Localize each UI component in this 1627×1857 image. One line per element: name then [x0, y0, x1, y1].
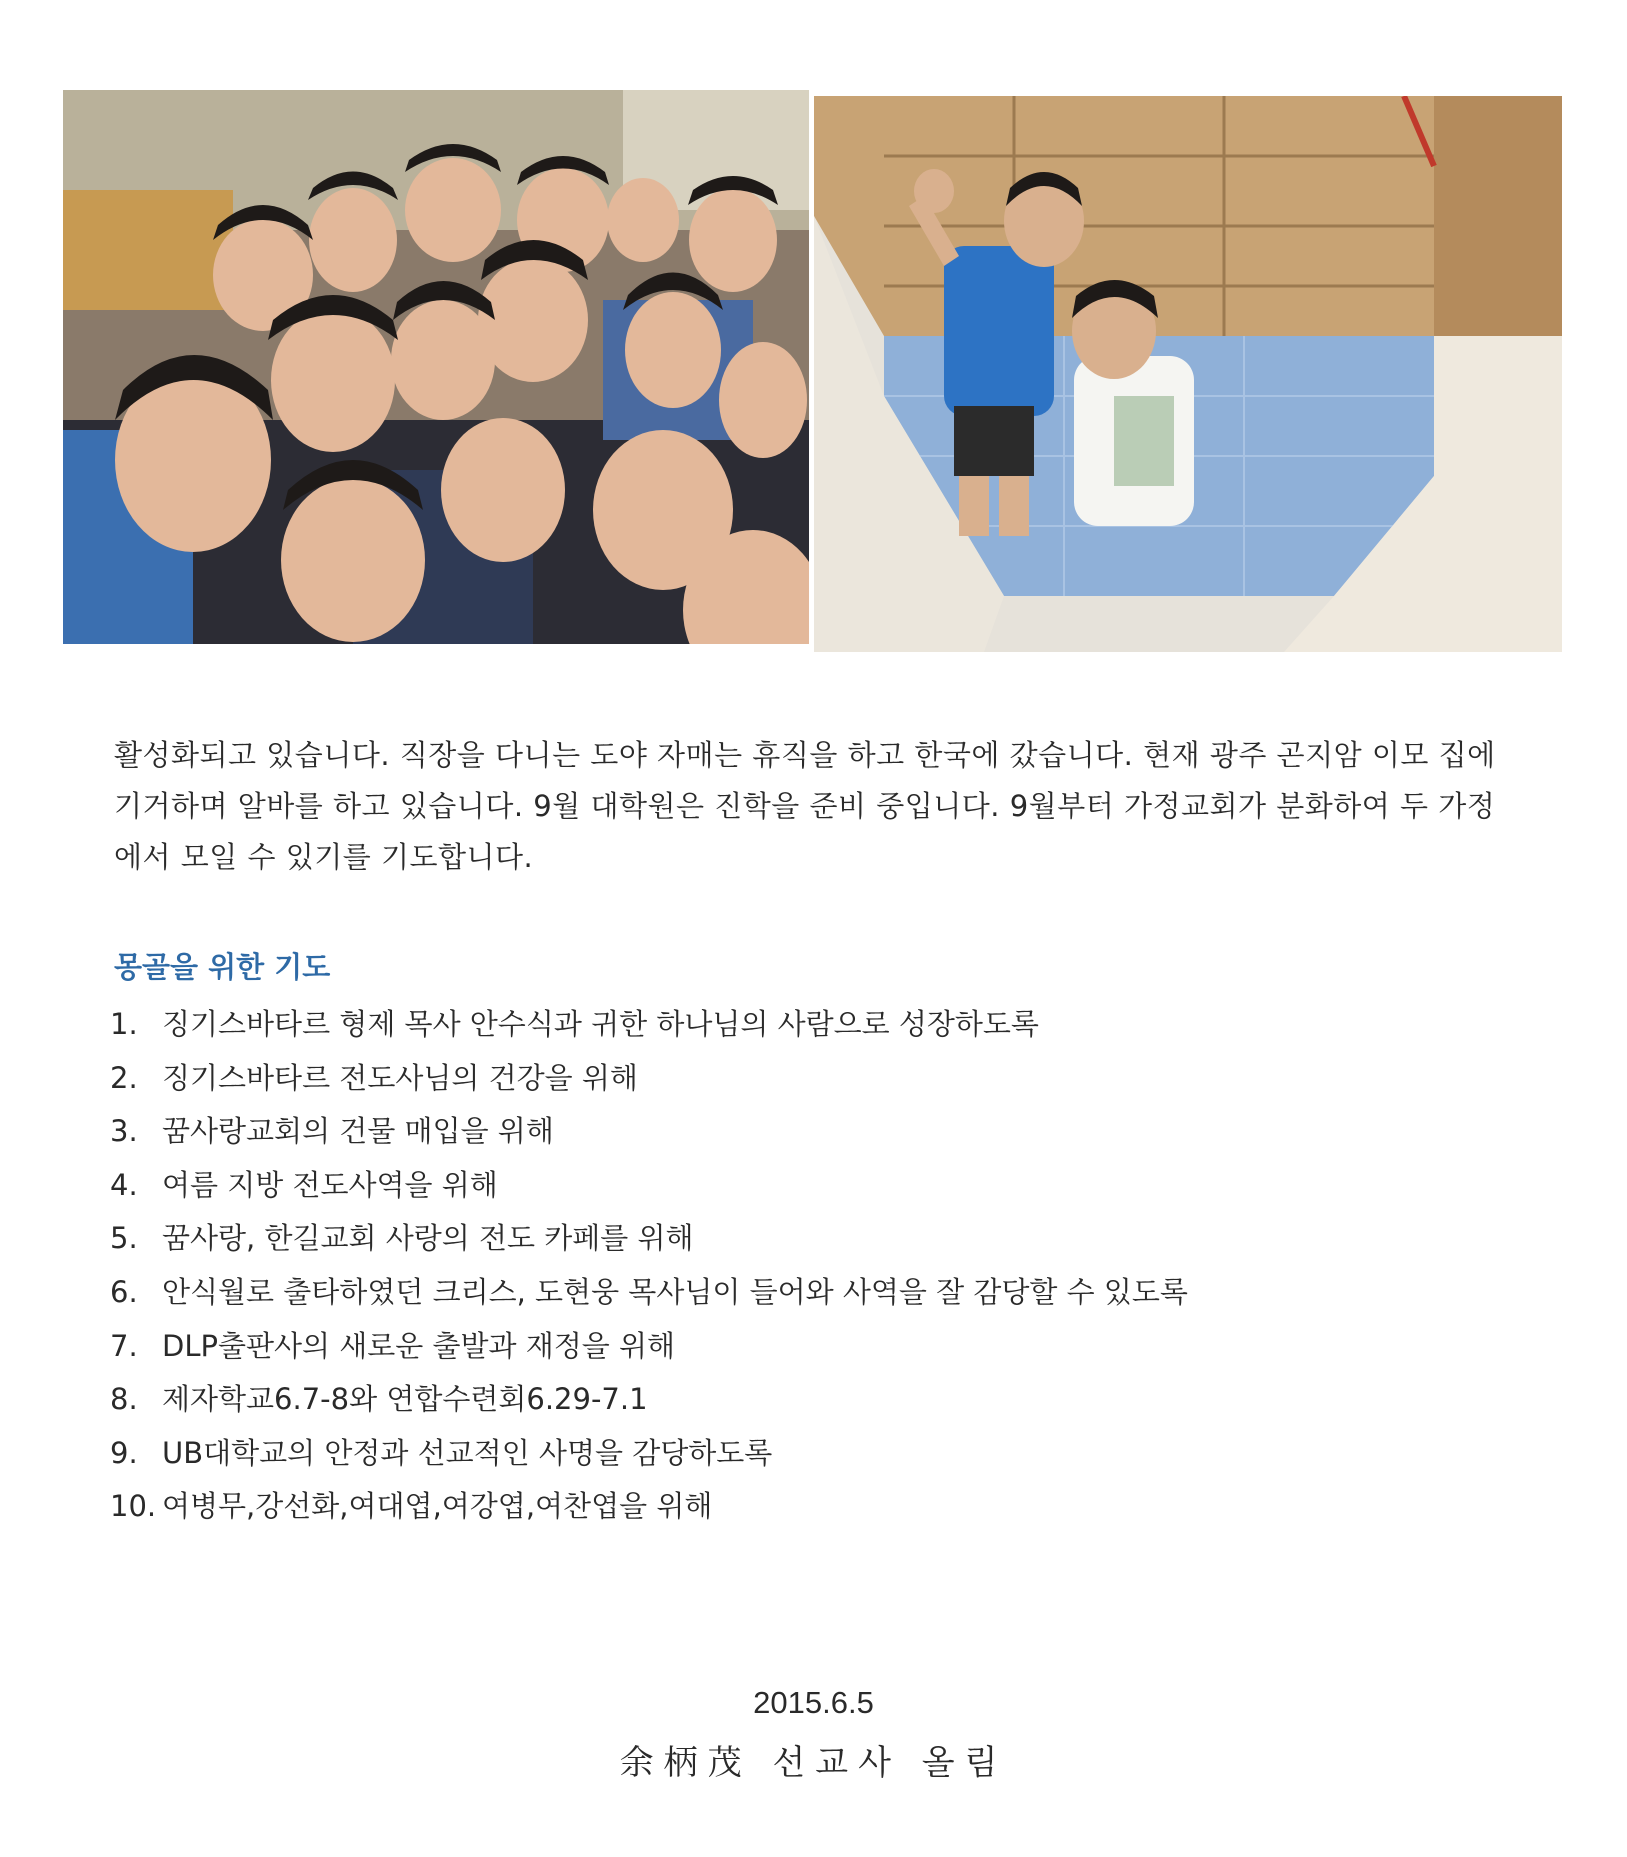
prayer-list	[110, 998, 1188, 1534]
prayer-item	[110, 1373, 1188, 1427]
prayer-item	[110, 1159, 1188, 1213]
prayer-item-text: 여름 지방 전도사역을 위해	[162, 1167, 498, 1202]
prayer-item	[110, 1320, 1188, 1374]
prayer-item	[110, 998, 1188, 1052]
prayer-item-text: 여병무,강선화,여대엽,여강엽,여찬엽을 위해	[162, 1489, 713, 1524]
prayer-item-text: 꿈사랑, 한길교회 사랑의 전도 카페를 위해	[162, 1221, 694, 1256]
prayer-item-text: 제자학교6.7-8와 연합수련회6.29-7.1	[162, 1382, 648, 1417]
prayer-item	[110, 1052, 1188, 1106]
prayer-item-number: 10.	[110, 1489, 157, 1524]
prayer-item-number: 4.	[110, 1167, 138, 1202]
prayer-item-number: 8.	[110, 1382, 138, 1417]
prayer-item	[110, 1105, 1188, 1159]
prayer-item-number: 1.	[110, 1007, 138, 1041]
prayer-item	[110, 1427, 1188, 1481]
prayer-item-number: 9.	[110, 1435, 138, 1470]
prayer-item-number: 7.	[110, 1328, 138, 1363]
prayer-section-title: 몽골을 위한 기도	[114, 950, 331, 984]
letter-signature: 余柄茂 선교사 올림	[619, 1743, 1008, 1783]
prayer-item-text: UB대학교의 안정과 선교적인 사명을 감당하도록	[162, 1435, 773, 1470]
prayer-item-text: 징기스바타르 형제 목사 안수식과 귀한 하나님의 사람으로 성장하도록	[162, 1007, 1039, 1041]
letter-date: 2015.6.5	[753, 1685, 874, 1720]
prayer-item-text: DLP출판사의 새로운 출발과 재정을 위해	[162, 1328, 676, 1363]
prayer-item-number: 6.	[110, 1274, 138, 1309]
prayer-item-text: 꿈사랑교회의 건물 매입을 위해	[162, 1114, 554, 1149]
prayer-item-text: 징기스바타르 전도사님의 건강을 위해	[162, 1060, 638, 1095]
prayer-item	[110, 1266, 1188, 1320]
group-selfie-photo	[63, 90, 809, 644]
prayer-item-number: 3.	[110, 1114, 138, 1149]
baptism-pool-photo	[814, 96, 1562, 652]
prayer-item	[110, 1212, 1188, 1266]
body-paragraph: 활성화되고 있습니다. 직장을 다니는 도야 자매는 휴직을 하고 한국에 갔습니다. 현재 광주 곤지암 이모 집에 기거하며 알바를 하고 있습니다. 9월 대학원은 진학을 준비 중입니다. 9월부터 가정교회가 분화하여 두 가정에서 모일 수 있기를 기도합니다.	[114, 738, 1496, 874]
prayer-item-text: 안식월로 출타하였던 크리스, 도현웅 목사님이 들어와 사역을 잘 감당할 수 있도록	[162, 1274, 1188, 1309]
prayer-item-number: 2.	[110, 1060, 138, 1095]
prayer-item-number: 5.	[110, 1221, 138, 1256]
prayer-item	[110, 1480, 1188, 1534]
